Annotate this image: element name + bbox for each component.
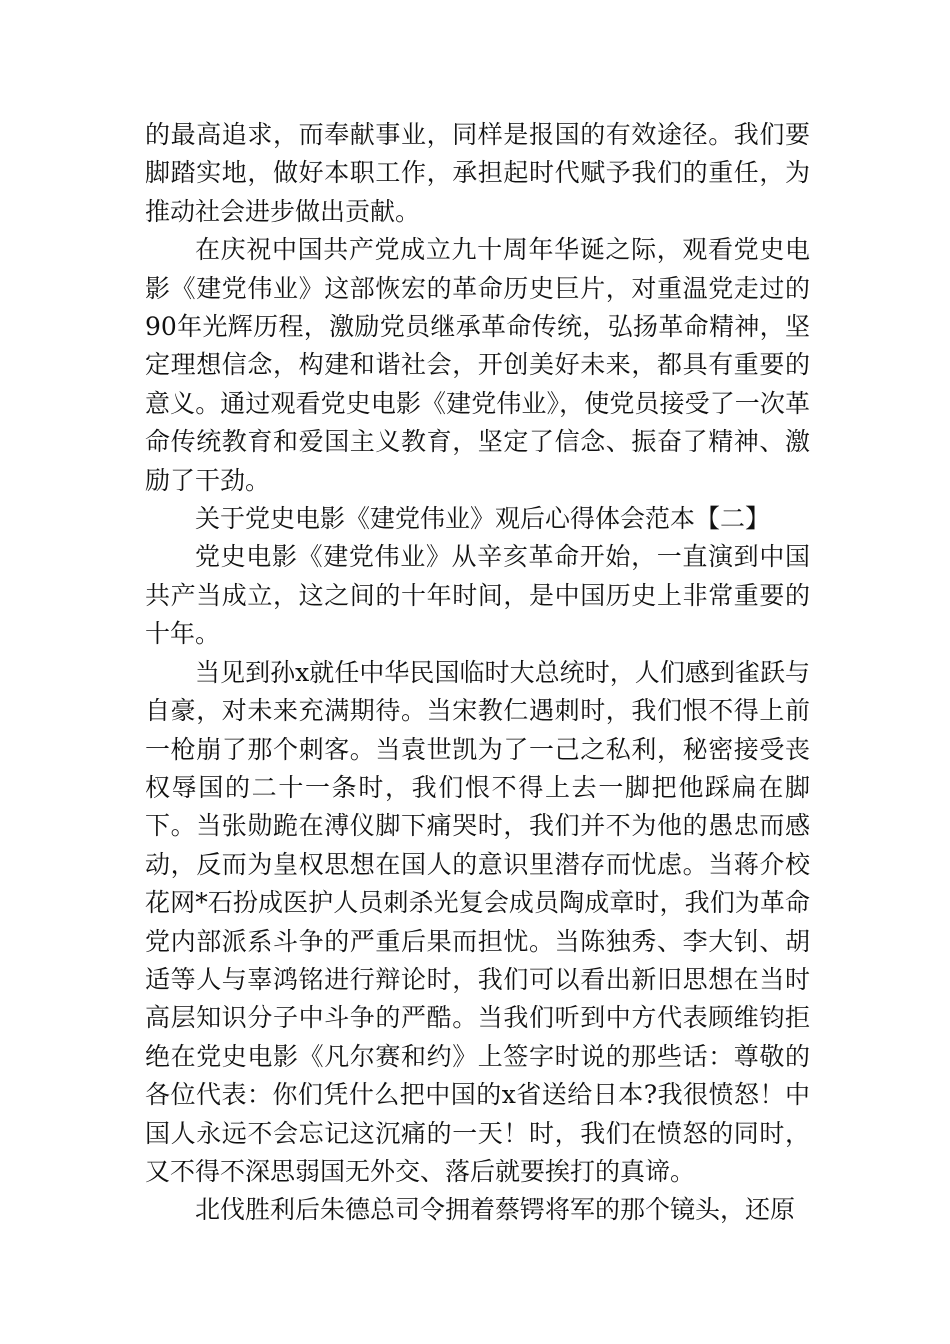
paragraph-film-scenes: 当见到孙x就任中华民国临时大总统时，人们感到雀跃与自豪，对未来充满期待。当宋教仁遇刺时，我们恨不得上前一枪崩了那个刺客。当袁世凯为了一己之私利，秘密接受丧权辱国的二十一条时，我们恨不得上去一脚把他踩扁在脚下。当张勋跪在溥仪脚下痛哭时，我们并不为他的愚忠而感动，反而为皇权思想在国人的意识里潜存而忧虑。当蒋介校花网*石扮成医护人员刺杀光复会成员陶成章时，我们为革命党内部派系斗争的严重后果而担忧。当陈独秀、李大钊、胡适等人与辜鸿铭进行辩论时，我们可以看出新旧思想在当时高层知识分子中斗争的严酷。当我们听到中方代表顾维钧拒绝在党史电影《凡尔赛和约》上签字时说的那些话：尊敬的各位代表：你们凭什么把中国的x省送给日本?我很愤怒！中国人永远不会忘记这沉痛的一天！时，我们在愤怒的同时，又不得不深思弱国无外交、落后就要挨打的真谛。 [145,657,810,1186]
paragraph-continuation: 的最高追求，而奉献事业，同样是报国的有效途径。我们要脚踏实地，做好本职工作，承担起时代赋予我们的重任，为推动社会进步做出贡献。 [145,120,810,226]
paragraph-celebration: 在庆祝中国共产党成立九十周年华诞之际，观看党史电影《建党伟业》这部恢宏的革命历史巨片，对重温党走过的90年光辉历程，激励党员继承革命传统，弘扬革命精神，坚定理想信念，构建和谐社会，开创美好未来，都具有重要的意义。通过观看党史电影《建党伟业》，使党员接受了一次革命传统教育和爱国主义教育，坚定了信念、振奋了精神、激励了干劲。 [145,235,810,495]
section-heading: 关于党史电影《建党伟业》观后心得体会范本【二】 [195,504,771,534]
paragraph-film-intro: 党史电影《建党伟业》从辛亥革命开始，一直演到中国共产当成立，这之间的十年时间，是中国历史上非常重要的十年。 [145,542,810,649]
document-body [145,116,810,1230]
paragraph-northern-expedition: 北伐胜利后朱德总司令拥着蔡锷将军的那个镜头，还原 [195,1195,796,1225]
